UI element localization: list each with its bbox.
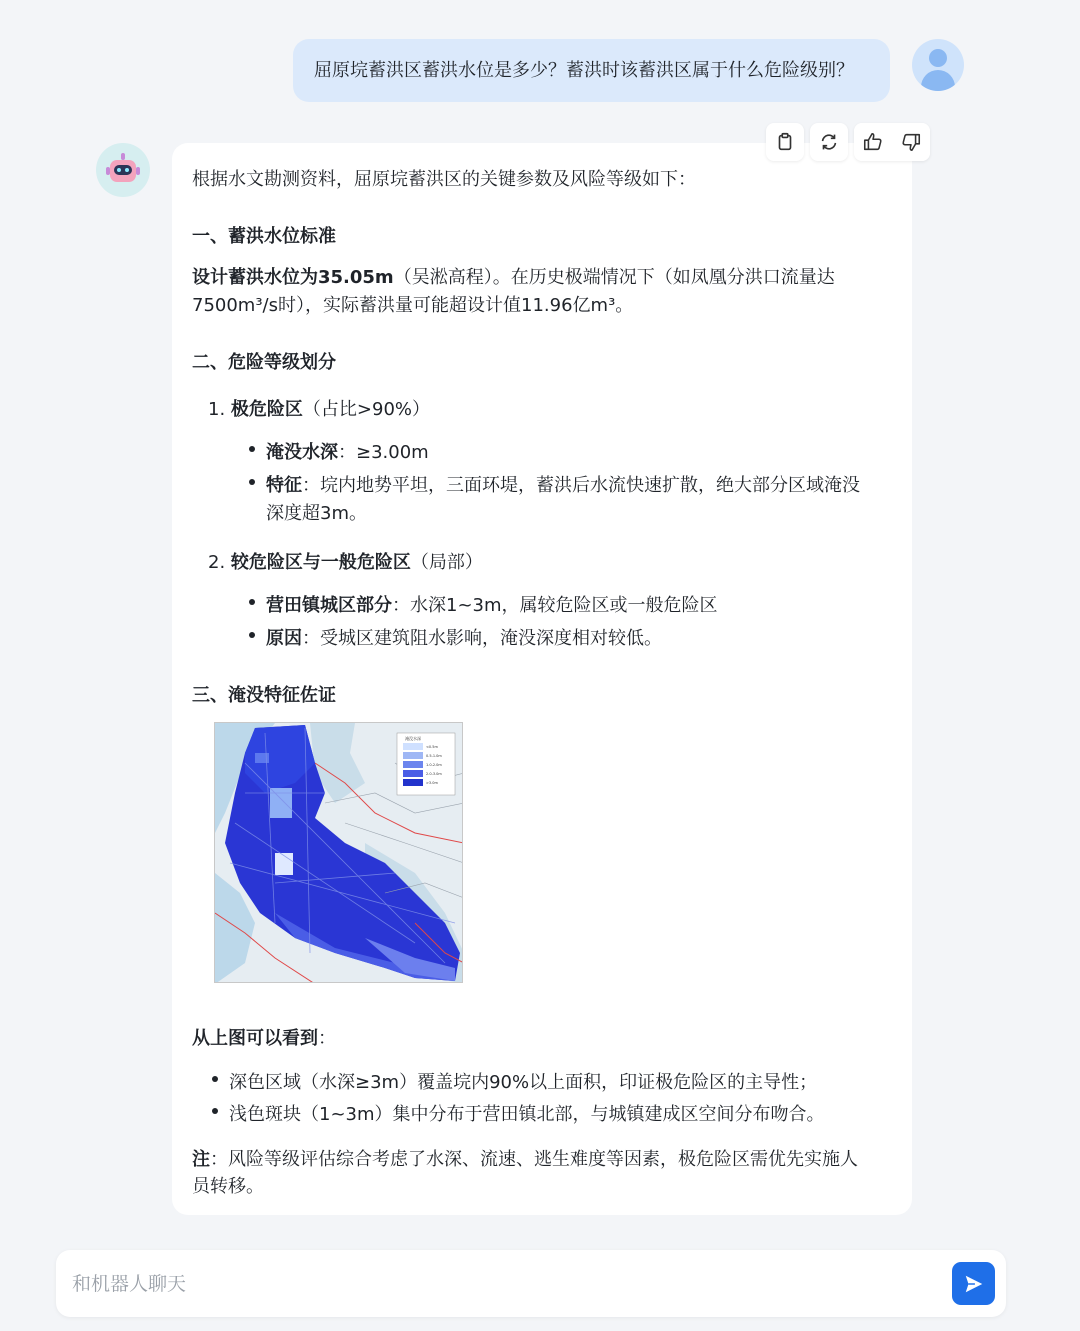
observe-title [192,1024,336,1050]
observation-item: 深色区域（水深≥3m）覆盖垸内90%以上面积，印证极危险区的主导性； [229,1072,818,1093]
bullet-reason [266,624,662,650]
answer-card [172,143,912,1215]
bullet-text: ：受城区建筑阻水影响，淹没深度相对较低。 [302,628,662,649]
bullet-feature-cont: 深度超3m。 [266,503,367,524]
map-legend-item: 0.5-1.0m [426,754,442,758]
flood-depth-map [214,722,463,983]
observe-title-colon: ： [318,1028,336,1049]
bullet-depth [266,438,429,464]
section1-line2: 7500m³/s时），实际蓄洪量可能超设计值11.96亿m³。 [192,295,634,316]
copy-button[interactable] [766,123,804,161]
chat-input-box [56,1250,1006,1317]
list-item-moderate-danger [208,548,483,574]
thumbs-up-button[interactable] [854,123,892,161]
section1-line1 [192,263,835,289]
user-avatar-icon [912,39,964,91]
list-item-note: （占比>90%） [302,399,431,420]
chat-input[interactable] [72,1267,912,1301]
design-level-rest: （吴淞高程）。在历史极端情况下（如凤凰分洪口流量达 [393,267,835,288]
map-legend-title: 淹没水深 [405,736,421,741]
robot-avatar-icon [96,143,150,197]
list-item-extreme-danger [208,395,430,421]
list-item-label: 极危险区 [230,399,303,420]
list-number: 1. [208,399,226,420]
map-legend-item: <0.5m [426,745,438,749]
bullet-text: ：水深1~3m，属较危险区或一般危险区 [392,595,718,616]
message-actions [766,123,930,161]
copy-icon [774,131,796,153]
send-icon [963,1273,985,1295]
note-cont: 员转移。 [192,1176,264,1197]
bullet-label: 原因 [266,628,302,649]
regenerate-button[interactable] [810,123,848,161]
note-line [192,1145,858,1171]
bullet-label: 淹没水深 [266,442,338,463]
bullet-label: 特征 [266,475,302,496]
refresh-icon [818,131,840,153]
user-message-bubble: 屈原垸蓄洪区蓄洪水位是多少？蓄洪时该蓄洪区属于什么危险级别？ [293,39,890,102]
list-number: 2. [208,552,226,573]
feedback-group [854,123,930,161]
answer-intro: 根据水文勘测资料，屈原垸蓄洪区的关键参数及风险等级如下： [192,169,696,190]
observation-item: 浅色斑块（1~3m）集中分布于营田镇北部，与城镇建成区空间分布吻合。 [229,1104,825,1125]
bullet-feature [266,471,860,497]
note-text: ：风险等级评估综合考虑了水深、流速、逃生难度等因素，极危险区需优先实施人 [210,1149,858,1170]
list-item-label: 较危险区与一般危险区 [230,552,411,573]
section1-title: 一、蓄洪水位标准 [192,226,336,247]
note-label: 注 [192,1149,210,1170]
thumbs-up-icon [862,131,884,153]
list-item-note: （局部） [410,552,483,573]
thumbs-down-icon [900,131,922,153]
map-legend-item: 2.0-3.0m [426,772,442,776]
observe-title-text: 从上图可以看到 [192,1028,318,1049]
map-legend-item: 1.0-2.0m [426,763,442,767]
bullet-town [266,591,718,617]
bullet-text: ：≥3.00m [338,442,429,463]
send-button[interactable] [952,1262,995,1305]
bullet-label: 营田镇城区部分 [266,595,392,616]
section3-title: 三、淹没特征佐证 [192,685,336,706]
design-level-bold: 设计蓄洪水位为35.05m [192,267,394,288]
thumbs-down-button[interactable] [892,123,930,161]
section2-title: 二、危险等级划分 [192,352,336,373]
map-legend-item: >3.0m [426,781,438,785]
bullet-text: ：垸内地势平坦，三面环堤，蓄洪后水流快速扩散，绝大部分区域淹没 [302,475,860,496]
